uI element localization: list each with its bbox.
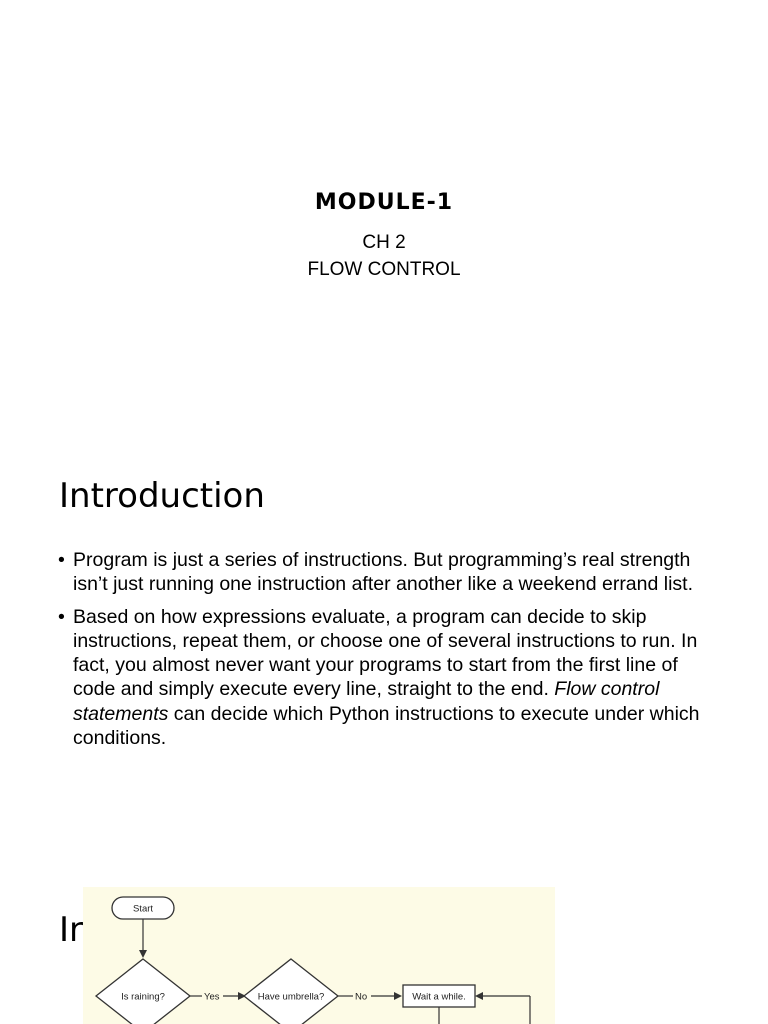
title-slide [0,0,768,440]
module-title: MODULE-1 [314,190,454,215]
arrowhead [394,992,402,1000]
bullet-item [58,548,708,597]
flowchart-diagram [83,887,555,1024]
chapter-number: CH 2 [362,232,406,253]
process1-label: Wait a while. [412,991,466,1003]
decision2-label: Have umbrella? [257,991,325,1003]
emphasis-text: Flow control statements [73,678,660,725]
bullet-item [58,605,708,751]
bullet-text: Program is just a series of instructions. But programming’s real strength isn’t just running one instruction after another like a weekend errand list. [73,549,694,596]
arrowhead [139,950,147,958]
slide-heading: Introduction [59,476,265,516]
bullet-text: Based on how expressions evaluate, a program can decide to skip instructions, repeat them, or choose one of several instructions to run. In fact, you almost never want your programs to start from the first line of code and simply execute every line, straight to the end. [73,605,698,701]
flowchart-image [83,887,555,1024]
edge-label-no: No [355,991,368,1003]
bullet-list [58,548,708,758]
slide-heading: Ir [59,910,84,950]
bullet-text: can decide which Python instructions to execute under which conditions. [73,702,700,750]
decision1-label: Is raining? [121,991,165,1003]
start-label: Start [132,903,154,915]
flowchart-slide [0,860,768,1024]
arrowhead [475,992,483,1000]
introduction-slide [0,440,768,860]
edge-label-yes: Yes [204,991,220,1003]
chapter-title: FLOW CONTROL [307,259,461,280]
